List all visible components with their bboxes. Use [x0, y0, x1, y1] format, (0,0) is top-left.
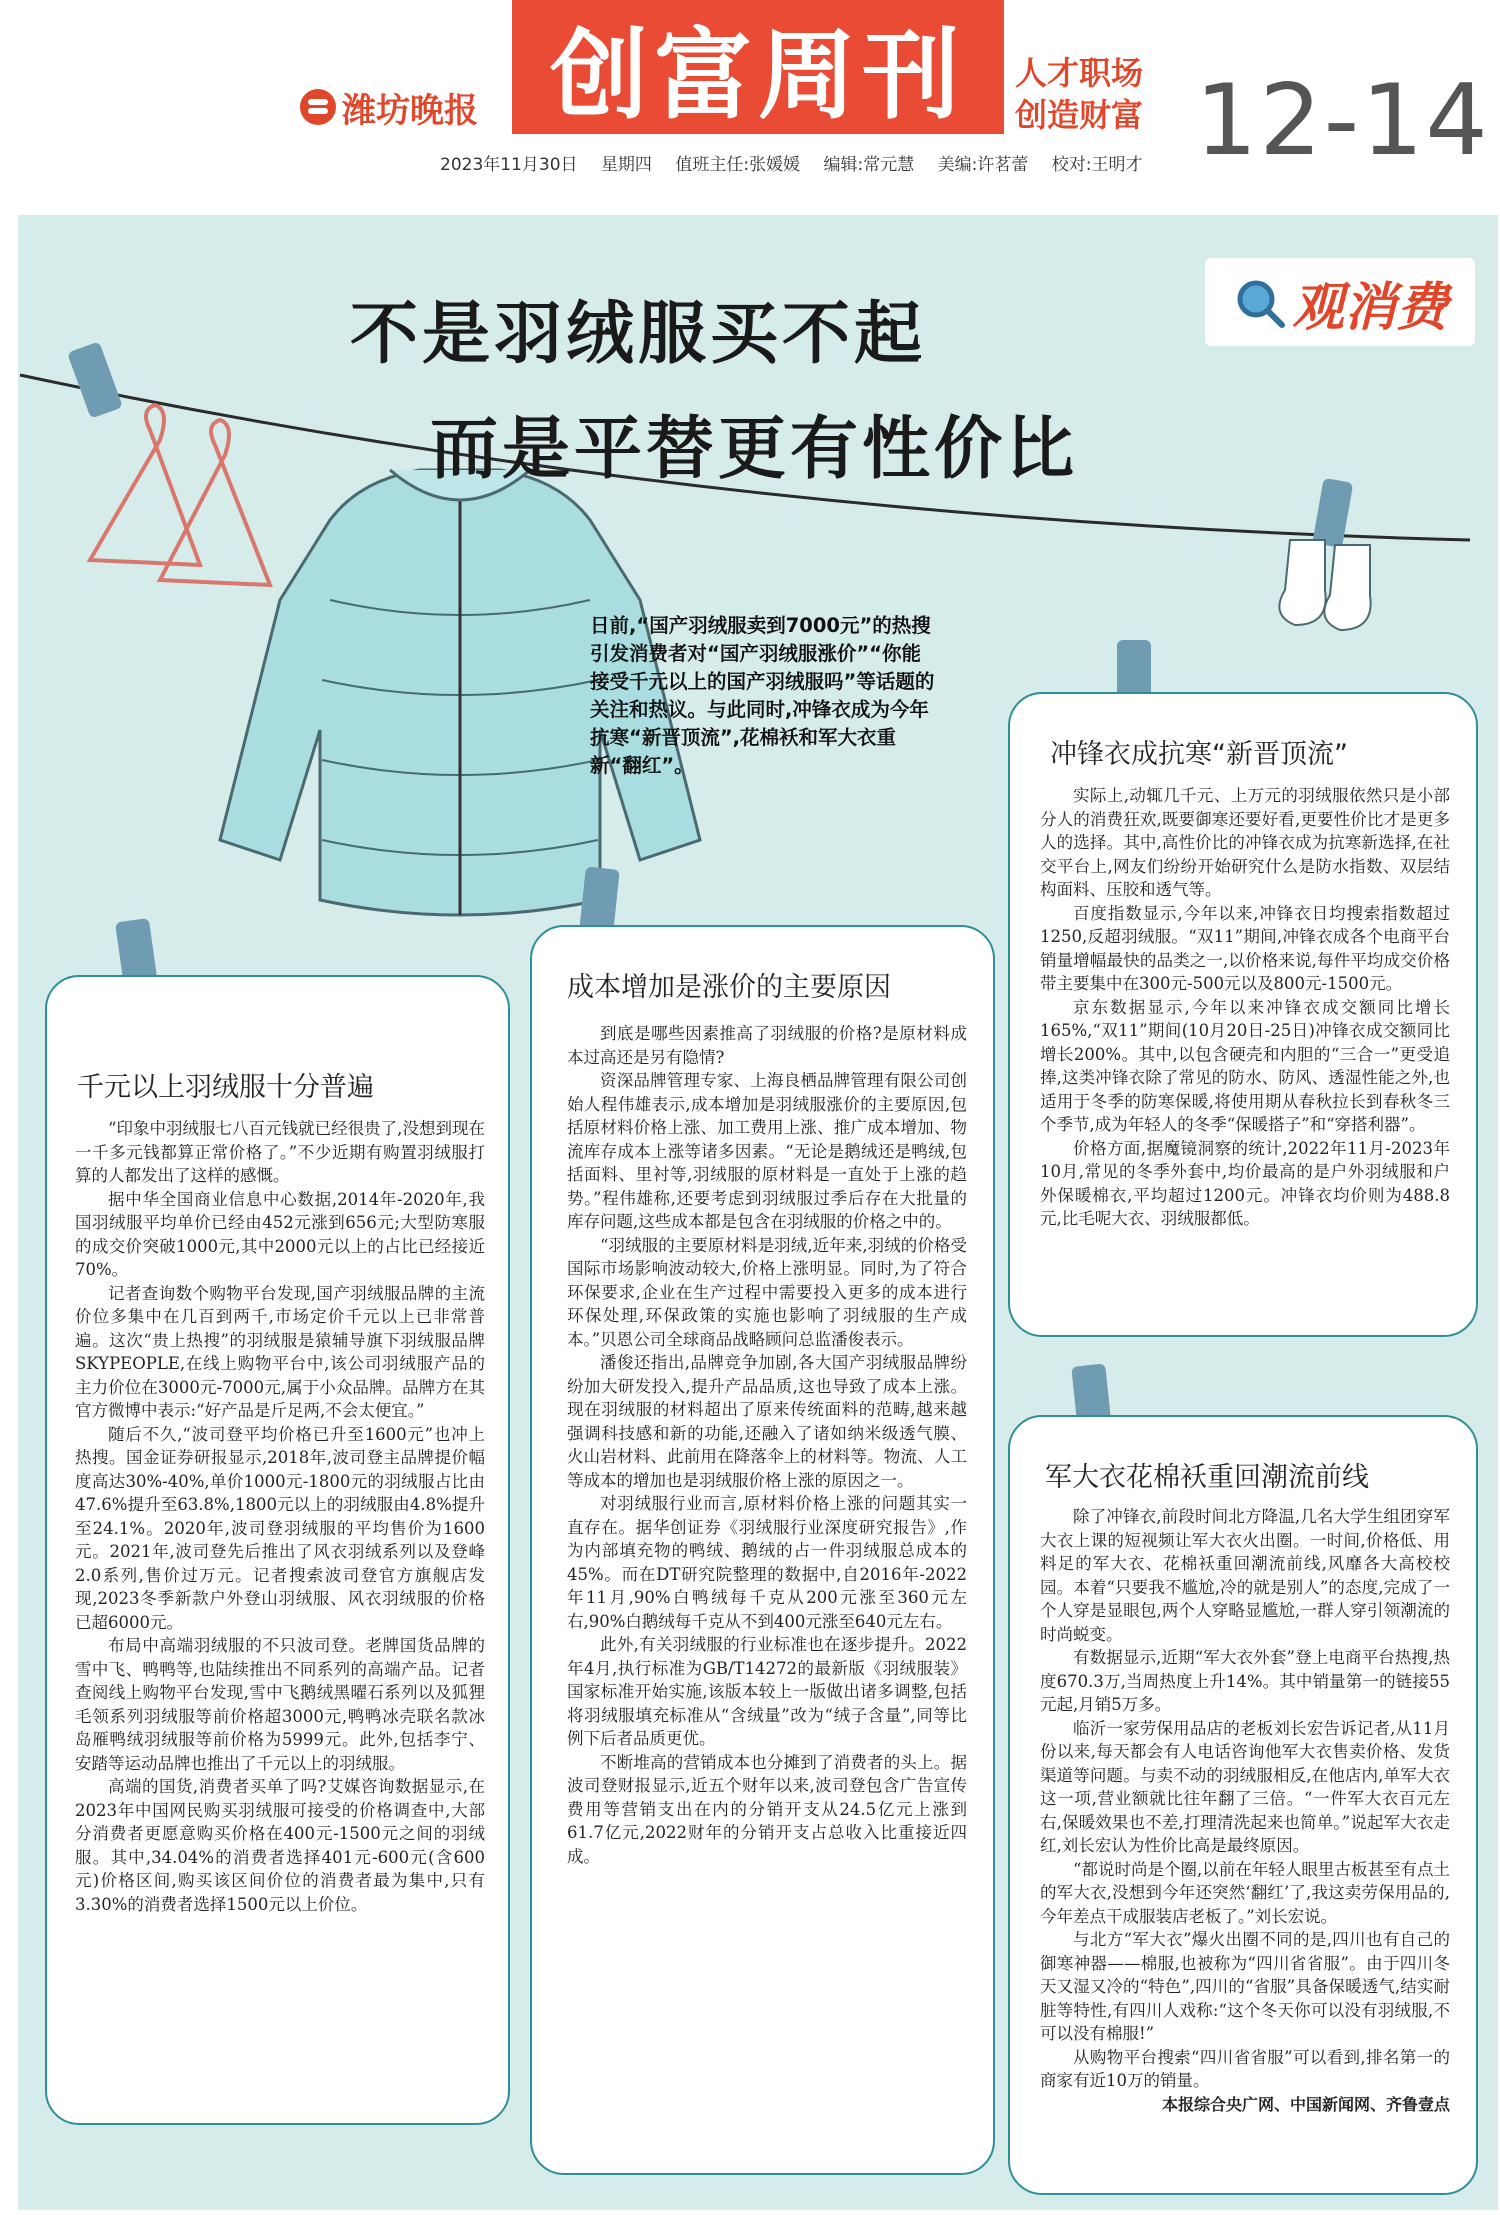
middle-section-title: 成本增加是涨价的主要原因	[567, 972, 891, 1003]
source-credit: 本报综合央广网、中国新闻网、齐鲁壹点	[1161, 2094, 1450, 2114]
left-section-title: 千元以上羽绒服十分普遍	[77, 1072, 374, 1103]
paragraph: “都说时尚是个圈,以前在年轻人眼里古板甚至有点土的军大衣,没想到今年还突然‘翻红’了,我这卖劳保用品的,今年差点干成服装店老板了。”刘长宏说。	[1040, 1859, 1450, 1926]
paragraph: “羽绒服的主要原材料是羽绒,近年来,羽绒的价格受国际市场影响波动较大,价格上涨明显。同时,为了符合环保要求,企业在生产过程中需要投入更多的成本进行环保处理,环保政策的实施也影响了羽绒服的生产成本。”贝恩公司全球商品战略顾问总监潘俊表示。	[567, 1235, 967, 1349]
page-numbers: 12-14	[1195, 64, 1490, 178]
paragraph: 临沂一家劳保用品店的老板刘长宏告诉记者,从11月份以来,每天都会有人电话咨询他军大衣售卖价格、发货渠道等问题。与卖不动的羽绒服相反,在他店内,单军大衣这一项,营业额就比往年翻了三倍。“一件军大衣百元左右,保暖效果也不差,打理清洗起来也简单。”说起军大衣走红,刘长宏认为性价比高是最终原因。	[1040, 1718, 1450, 1855]
headline-line2: 而是平替更有性价比	[430, 410, 1079, 489]
issue-date: 2023年11月30日	[440, 155, 578, 175]
paragraph: 与北方“军大衣”爆火出圈不同的是,四川也有自己的御寒神器——棉服,也被称为“四川省省服”。由于四川冬天又湿又冷的“特色”,四川的“省服”具备保暖透气,结实耐脏等特性,有四川人戏称:“这个冬天你可以没有羽绒服,不可以没有棉服!”	[1040, 1930, 1450, 2043]
paragraph: 资深品牌管理专家、上海良栖品牌管理有限公司创始人程伟雄表示,成本增加是羽绒服涨价的主要原因,包括原材料价格上涨、加工费用上涨、推广成本增加、物流库存成本上涨等诸多因素。“无论是鹅绒还是鸭绒,包括面料、里衬等,羽绒服的原材料是一直处于上涨的趋势。”程伟雄称,还要考虑到羽绒服过季后存在大批量的库存问题,这些成本都是包含在羽绒服的价格之中的。	[567, 1071, 967, 1231]
right-top-section-title: 冲锋衣成抗寒“新晋顶流”	[1050, 739, 1348, 770]
magnifier-icon	[1232, 275, 1286, 329]
paragraph: 价格方面,据魔镜洞察的统计,2022年11月-2023年10月,常见的冬季外套中,均价最高的是户外羽绒服和户外保暖棉衣,平均超过1200元。冲锋衣均价则为488.8元,比毛呢大衣、羽绒服都低。	[1040, 1138, 1450, 1228]
right-bottom-section-body	[1040, 1505, 1450, 2119]
issue-weekday: 星期四	[600, 155, 652, 175]
right-top-section-panel	[1008, 692, 1478, 1337]
paragraph: 不断堆高的营销成本也分摊到了消费者的头上。据波司登财报显示,近五个财年以来,波司登包含广告宣传费用等营销支出在内的分销开支从24.5亿元上涨到61.7亿元,2022财年的分销开支占总收入比重接近四成。	[567, 1752, 967, 1866]
editor-in-charge: 值班主任:张媛媛	[675, 155, 801, 175]
paragraph: 布局中高端羽绒服的不只波司登。老牌国货品牌的雪中飞、鸭鸭等,也陆续推出不同系列的高端产品。记者查阅线上购物平台发现,雪中飞鹅绒黑曜石系列以及狐狸毛领系列羽绒服等前价格超3000元,鸭鸭冰壳联名款冰岛雁鸭绒羽绒服等前价格为5999元。此外,包括李宁、安踏等运动品牌也推出了千元以上的羽绒服。	[75, 1636, 485, 1773]
paragraph: 高端的国货,消费者买单了吗?艾媒咨询数据显示,在2023年中国网民购买羽绒服可接受的价格调查中,大部分消费者更愿意购买价格在400元-1500元之间的羽绒服。其中,34.04%的消费者选择401元-600元(含600元)价格区间,购买该区间价位的消费者最为集中,只有3.30%的消费者选择1500元以上价位。	[75, 1777, 485, 1914]
paragraph: 除了冲锋衣,前段时间北方降温,几名大学生组团穿军大衣上课的短视频让军大衣火出圈。一时间,价格低、用料足的军大衣、花棉袄重回潮流前线,风靡各大高校校园。本着“只要我不尴尬,冷的就是别人”的态度,完成了一个人穿是显眼包,两个人穿略显尴尬,一群人穿引领潮流的时尚蜕变。	[1040, 1507, 1450, 1644]
paragraph: 此外,有关羽绒服的行业标准也在逐步提升。2022年4月,执行标准为GB/T14272的最新版《羽绒服装》国家标准开始实施,该版本较上一版做出诸多调整,包括将羽绒服填充标准从“含绒量”改为“绒子含量”,同等比例下后者品质更优。	[567, 1635, 967, 1748]
hanger-icon	[90, 405, 200, 565]
left-section-panel	[45, 975, 510, 2125]
socks-icon	[1279, 540, 1370, 630]
masthead-title: 创富周刊	[512, 0, 1004, 134]
art-editor: 美编:许茗蕾	[937, 155, 1029, 175]
slogan-line2: 创造财富	[1015, 96, 1144, 134]
right-top-section-body	[1040, 784, 1450, 1231]
paragraph: 京东数据显示,今年以来冲锋衣成交额同比增长165%,“双11”期间(10月20日-25日)冲锋衣成交额同比增长200%。其中,以包含硬壳和内胆的“三合一”更受追捧,这类冲锋衣除了常见的防水、防风、透湿性能之外,也适用于冬季的防寒保暖,将使用期从春秋拉长到春秋冬三个季节,成为年轻人的冬季“保暖搭子”和“穿搭利器”。	[1040, 997, 1450, 1134]
paragraph: 潘俊还指出,品牌竞争加剧,各大国产羽绒服品牌纷纷加大研发投入,提升产品品质,这也导致了成本上涨。现在羽绒服的材料超出了原来传统面料的范畴,越来越强调科技感和新的功能,还融入了诸如纳米级透气膜、火山岩材料、此前用在降落伞上的材料等。物流、人工等成本的增加也是羽绒服价格上涨的原因之一。	[567, 1353, 967, 1490]
paragraph: 据中华全国商业信息中心数据,2014年-2020年,我国羽绒服平均单价已经由452元涨到656元;大型防寒服的成交价突破1000元,其中2000元以上的占比已经接近70%。	[75, 1189, 485, 1279]
paragraph: 有数据显示,近期“军大衣外套”登上电商平台热搜,热度670.3万,当周热度上升14%。其中销量第一的链接55元起,月销5万多。	[1040, 1648, 1450, 1714]
slogan-line1: 人才职场	[1015, 54, 1144, 92]
paragraph: 从购物平台搜索“四川省省服”可以看到,排名第一的商家有近10万的销量。	[1040, 2047, 1450, 2090]
intro-paragraph: 日前,“国产羽绒服卖到7000元”的热搜引发消费者对“国产羽绒服涨价”“你能接受千元以上的国产羽绒服吗”等话题的关注和热议。与此同时,冲锋衣成为今年抗寒“新晋顶流”,花棉袄和军大衣重新“翻红”。	[590, 614, 935, 777]
clip-icon	[67, 341, 123, 418]
paragraph: 随后不久,“波司登平均价格已升至1600元”也冲上热搜。国金证券研报显示,2018年,波司登主品牌提价幅度高达30%-40%,单价1000元-1800元的羽绒服占比由47.6%提升至63.8%,1800元以上的羽绒服由4.8%提升至24.1%。2020年,波司登羽绒服的平均售价为1600元。2021年,波司登先后推出了风衣羽绒系列以及登峰2.0系列,售价过万元。记者搜索波司登官方旗舰店发现,2023冬季新款户外登山羽绒服、风衣羽绒服的价格已超6000元。	[75, 1424, 485, 1632]
right-bottom-section-panel	[1008, 1415, 1478, 2195]
middle-section-body	[567, 1022, 967, 1868]
editor: 编辑:常元慧	[823, 155, 915, 175]
column-badge	[1205, 258, 1475, 346]
middle-section-panel	[530, 925, 995, 2175]
paragraph: 百度指数显示,今年以来,冲锋衣日均搜索指数超过1250,反超羽绒服。“双11”期间,冲锋衣成各个电商平台销量增幅最快的品类之一,以价格来说,每件平均成交价格带主要集中在300元-500元以及800元-1500元。	[1040, 903, 1450, 993]
paragraph: “印象中羽绒服七八百元钱就已经很贵了,没想到现在一千多元钱都算正常价格了。”不少近期有购置羽绒服打算的人都发出了这样的感慨。	[75, 1119, 485, 1185]
logo-text: 潍坊晚报	[342, 90, 478, 131]
column-name: 观消费	[1291, 277, 1448, 338]
paragraph: 对羽绒服行业而言,原材料价格上涨的问题其实一直存在。据华创证券《羽绒服行业深度研究报告》,作为内部填充物的鸭绒、鹅绒的占一件羽绒服总成本的45%。而在DT研究院整理的数据中,自2016年-2022年11月,90%白鸭绒每千克从200元涨至360元左右,90%白鹅绒每千克从不到400元涨至640元左右。	[567, 1494, 967, 1631]
headline-line1: 不是羽绒服买不起	[350, 295, 927, 374]
clip-icon	[1312, 478, 1353, 548]
left-section-body	[75, 1117, 485, 1916]
paragraph: 实际上,动辄几千元、上万元的羽绒服依然只是小部分人的消费狂欢,既要御寒还要好看,更要性价比才是更多人的选择。其中,高性价比的冲锋衣成为抗寒新选择,在社交平台上,网友们纷纷开始研究什么是防水指数、双层结构面料、压胶和透气等。	[1040, 786, 1450, 899]
proofreader: 校对:王明才	[1051, 155, 1143, 175]
right-bottom-section-title: 军大衣花棉袄重回潮流前线	[1045, 1462, 1369, 1493]
paragraph: 记者查询数个购物平台发现,国产羽绒服品牌的主流价位多集中在几百到两千,市场定价千元以上已非常普遍。这次“贵上热搜”的羽绒服是猿辅导旗下羽绒服品牌SKYPEOPLE,在线上购物平台中,该公司羽绒服产品的主力价位在3000元-7000元,属于小众品牌。品牌方在其官方微博中表示:“好产品是斤足两,不会太便宜。”	[75, 1283, 485, 1420]
paragraph: 到底是哪些因素推高了羽绒服的价格?是原材料成本过高还是另有隐情?	[567, 1024, 967, 1067]
